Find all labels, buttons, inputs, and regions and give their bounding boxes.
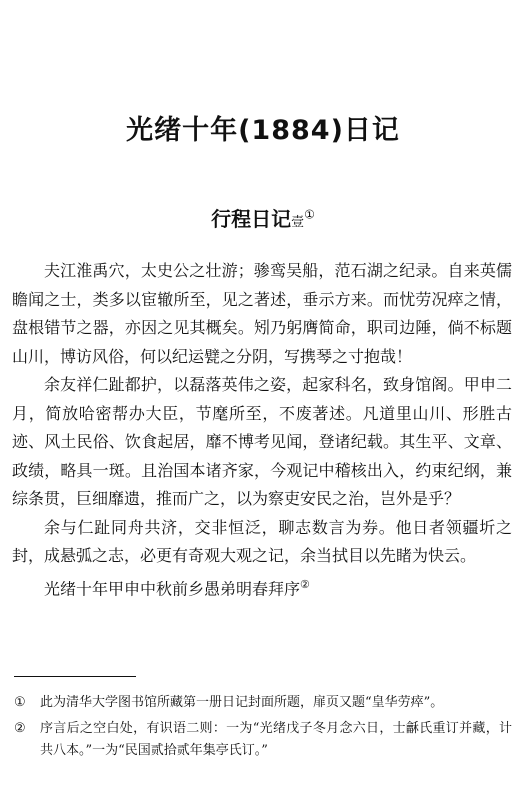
footnotes: [14, 692, 512, 766]
footnote: [14, 718, 512, 762]
footnote-number: ①: [14, 695, 26, 710]
signature-text: 光绪十年甲申中秋前乡愚弟明春拜序: [44, 578, 301, 598]
footnote: [14, 692, 512, 714]
paragraph: 余与仁趾同舟共济，交非恒泛，聊志数言为券。他日者领疆圻之封，成悬弧之志，必更有奇观大观之记，余当拭目以先睹为快云。: [12, 517, 512, 565]
paragraph: 余友祥仁趾都护，以磊落英伟之姿，起家科名，致身馆阁。甲申二月，简放哈密帮办大臣，节麾所至，不废著述。凡道里山川、形胜古迹、风土民俗、饮食起居，靡不博考见闻，登诸纪载。其生平、文章、政绩，略具一斑。且治国本诸齐家，今观记中稽核出入，约束纪纲，兼综条贯，巨细靡遗，推而广之，以为察吏安民之治，岂外是乎？: [12, 375, 512, 508]
paragraph: 夫江淮禹穴，太史公之壮游；骖鸾吴船，范石湖之纪录。自来英儒瞻闻之士，类多以宦辙所至，见之著述，垂示方来。而忧劳况瘁之情，盘根错节之器，亦因之见其概矣。矧乃躬膺简命，职司边陲，倘不标题山川，博访风俗，何以纪运甓之分阴，写携琴之寸抱哉！: [12, 261, 512, 366]
preface-signature: [12, 571, 512, 604]
footnote-text: 此为清华大学图书馆所藏第一册日记封面所题，扉页又题“皇华劳瘁”。: [40, 695, 444, 710]
section-heading-suffix: 壹: [291, 215, 305, 230]
footnote-divider: [14, 676, 136, 677]
section-heading-text: 行程日记: [211, 207, 292, 231]
footnote-ref-1: ①: [304, 207, 315, 222]
preface-body: [12, 257, 512, 603]
footnote-ref-2: ②: [300, 577, 310, 591]
footnote-number: ②: [14, 721, 26, 736]
footnote-text: 序言后之空白处，有识语二则：一为“光绪戊子冬月念六日，士龢氏重订并藏，计共八本。”一为“民国贰拾贰年集亭氏订。”: [40, 721, 512, 758]
page-title: 光绪十年(1884)日记: [126, 115, 400, 146]
section-heading: [0, 203, 526, 232]
